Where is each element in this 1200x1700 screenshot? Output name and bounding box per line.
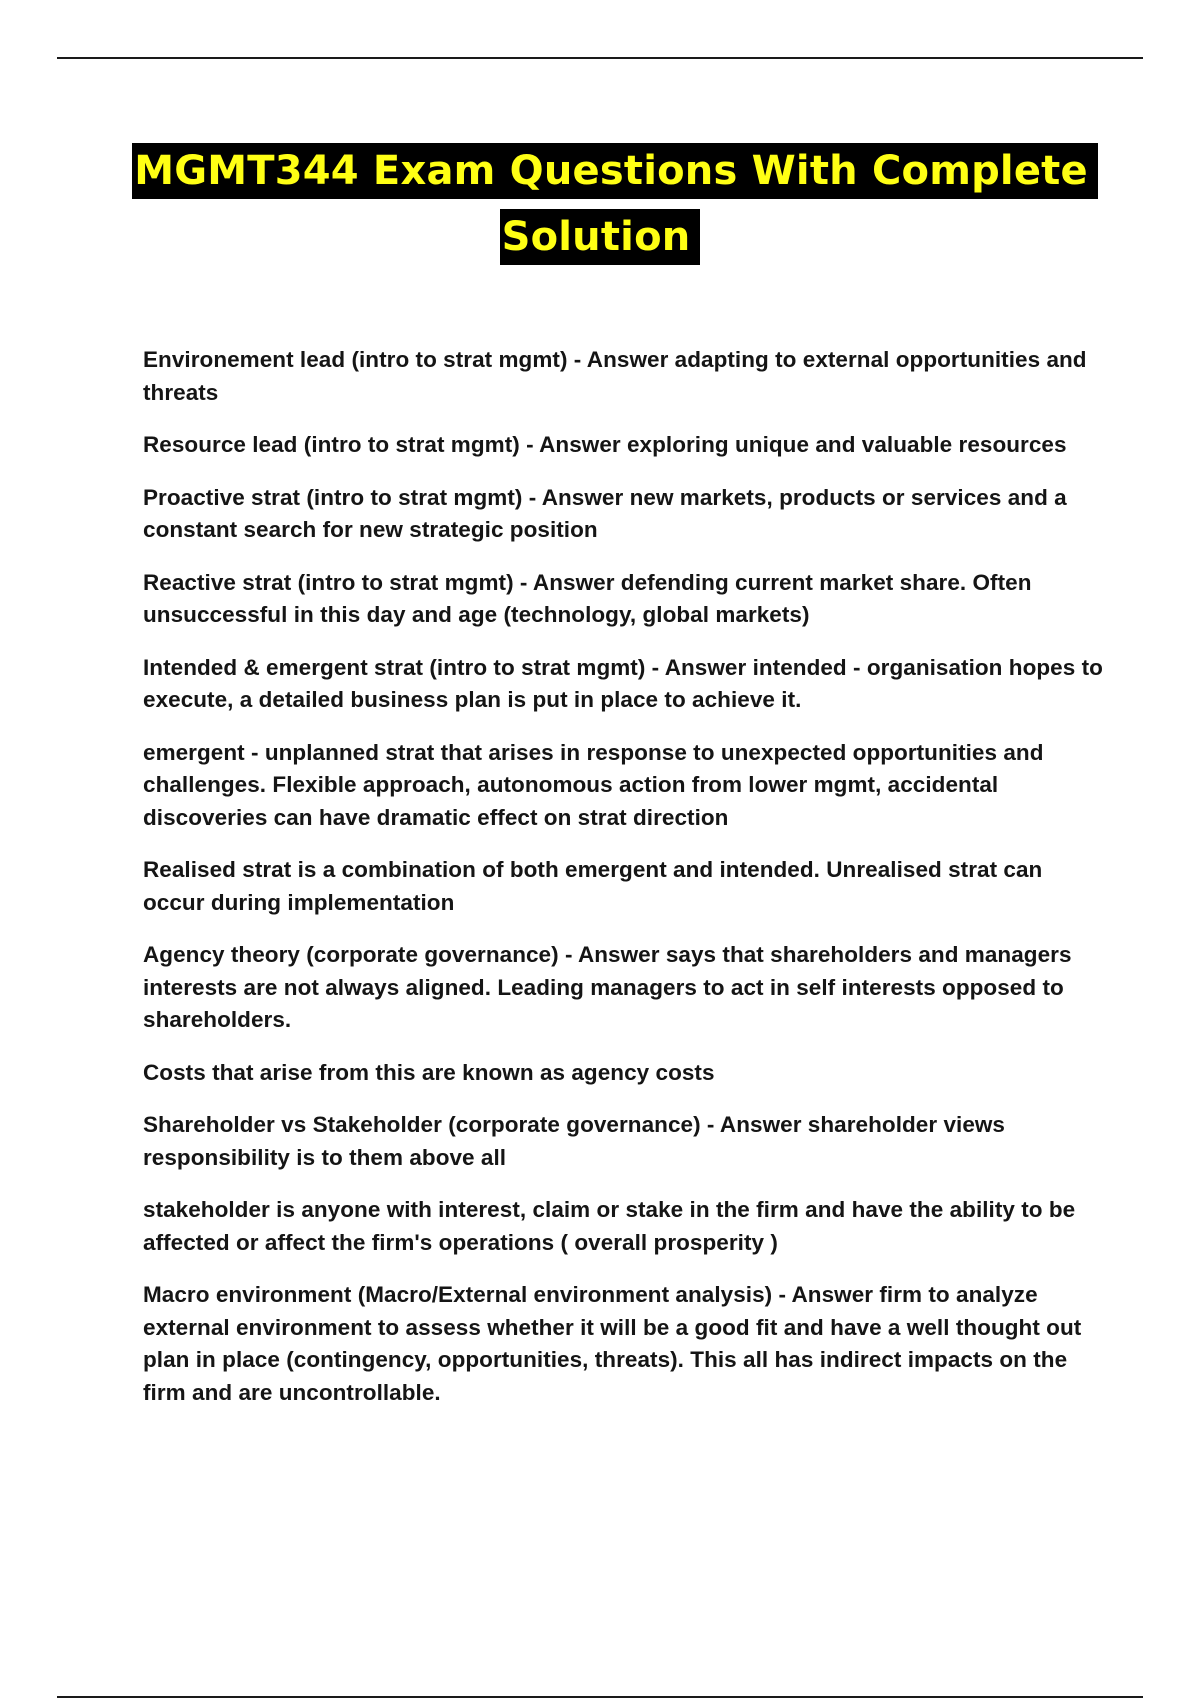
qa-paragraph: Intended & emergent strat (intro to strat mgmt) - Answer intended - organisation hopes to execute, a detailed business plan is put in place to achieve it. [143,654,1103,712]
qa-paragraph: Proactive strat (intro to strat mgmt) - Answer new markets, products or services and a constant search for new strategic position [143,484,1067,542]
qa-paragraph: Realised strat is a combination of both emergent and intended. Unrealised strat can occur during implementation [143,857,1043,915]
document-title [0,143,1200,265]
qa-paragraph: Agency theory (corporate governance) - Answer says that shareholders and managers interests are not always aligned. Leading managers to act in self interests opposed to shareholders. [143,942,1072,1032]
qa-paragraph: Reactive strat (intro to strat mgmt) - Answer defending current market share. Often unsuccessful in this day and age (technology, global markets) [143,569,1032,627]
bottom-divider [57,1696,1143,1698]
title-line-1: MGMT344 Exam Questions With Complete [132,143,1098,199]
qa-paragraph: Macro environment (Macro/External environment analysis) - Answer firm to analyze external environment to assess whether it will be a good fit and have a well thought out plan in place (contingency, opportunities, threats). This all has indirect impacts on the firm and are uncontrollable. [143,1282,1082,1405]
qa-paragraph: stakeholder is anyone with interest, claim or stake in the firm and have the ability to be affected or affect the firm's operations ( overall prosperity ) [143,1197,1076,1255]
document-body [143,344,1103,1429]
qa-paragraph: Environement lead (intro to strat mgmt) - Answer adapting to external opportunities and threats [143,347,1087,405]
qa-paragraph: emergent - unplanned strat that arises in response to unexpected opportunities and challenges. Flexible approach, autonomous action from lower mgmt, accidental discoveries can have dramatic effect on strat direction [143,739,1044,830]
qa-paragraph: Costs that arise from this are known as agency costs [143,1059,715,1085]
top-divider [57,57,1143,59]
title-line-2: Solution [500,209,701,265]
qa-paragraph: Shareholder vs Stakeholder (corporate governance) - Answer shareholder views responsibility is to them above all [143,1112,1005,1170]
qa-paragraph: Resource lead (intro to strat mgmt) - Answer exploring unique and valuable resources [143,432,1067,457]
